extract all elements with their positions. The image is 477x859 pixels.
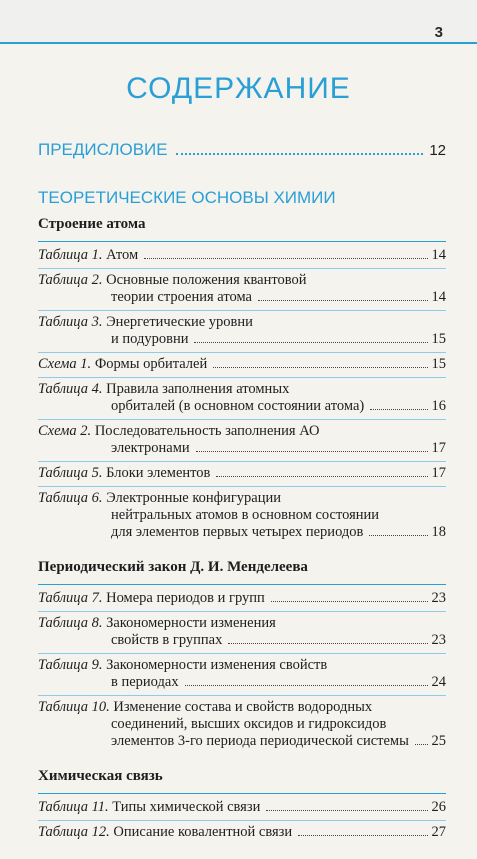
entry-text: Основные положения квантовой — [106, 272, 307, 288]
section-title: Периодический закон Д. И. Менделеева — [38, 559, 308, 575]
table-of-contents — [38, 140, 446, 859]
toc-section — [38, 216, 446, 545]
entry-kind: Таблица 10. — [38, 699, 110, 715]
entry-text: электронами — [111, 440, 190, 456]
entry-page: 14 — [431, 247, 446, 263]
entry-page: 25 — [431, 733, 446, 749]
entry-text: элементов 3-го периода периодической системы — [111, 733, 409, 749]
entry-kind: Таблица 8. — [38, 615, 103, 631]
entry-line — [38, 331, 446, 348]
entry-text: Описание ковалентной связи — [113, 824, 293, 840]
entry-line — [38, 590, 446, 607]
entry-text: Номера периодов и групп — [106, 590, 265, 606]
dot-leader — [144, 258, 427, 259]
entry-text: для элементов первых четырех периодов — [111, 524, 364, 540]
entry-text: теории строения атома — [111, 289, 252, 305]
entry-page: 26 — [431, 799, 446, 815]
entry-kind: Таблица 5. — [38, 465, 103, 481]
preface-page: 12 — [429, 142, 446, 159]
entry-line — [38, 824, 446, 841]
entry-text: нейтральных атомов в основном состоянии — [111, 507, 380, 523]
section-title: Строение атома — [38, 216, 146, 232]
dot-leader — [213, 367, 427, 368]
entry-kind: Схема 2. — [38, 423, 92, 439]
entry-kind: Таблица 4. — [38, 381, 103, 397]
toc-entry[interactable] — [38, 419, 446, 461]
toc-entry[interactable] — [38, 461, 446, 486]
entry-page: 14 — [431, 289, 446, 305]
entry-text: Электронные конфигурации — [106, 490, 281, 506]
entry-page: 23 — [431, 632, 446, 648]
entry-text: Закономерности изменения — [106, 615, 276, 631]
entry-line — [38, 799, 446, 816]
entry-text: Блоки элементов — [106, 465, 211, 481]
entry-text: и подуровни — [111, 331, 189, 347]
entry-line — [38, 716, 446, 733]
dot-leader — [271, 601, 428, 602]
toc-entry[interactable] — [38, 352, 446, 377]
section-rule — [38, 793, 446, 794]
entry-line — [38, 465, 446, 482]
entry-line — [38, 289, 446, 306]
toc-entry[interactable] — [38, 653, 446, 695]
entry-text: Энергетические уровни — [106, 314, 253, 330]
part-title: ТЕОРЕТИЧЕСКИЕ ОСНОВЫ ХИМИИ — [38, 188, 336, 207]
entry-line — [38, 356, 446, 373]
entry-kind: Таблица 3. — [38, 314, 103, 330]
entry-line — [38, 657, 446, 674]
entry-text: в периодах — [111, 674, 179, 690]
entry-kind: Таблица 12. — [38, 824, 110, 840]
section-rule — [38, 584, 446, 585]
entry-line — [38, 632, 446, 649]
entry-line — [38, 507, 446, 524]
toc-section — [38, 559, 446, 754]
preface-label: ПРЕДИСЛОВИЕ — [38, 140, 168, 159]
entry-line — [38, 674, 446, 691]
toc-entry[interactable] — [38, 268, 446, 310]
entry-line — [38, 733, 446, 750]
toc-entry[interactable] — [38, 695, 446, 754]
entry-kind: Таблица 2. — [38, 272, 103, 288]
toc-entry[interactable] — [38, 587, 446, 611]
entry-page: 16 — [431, 398, 446, 414]
entry-line — [38, 490, 446, 507]
entry-text: свойств в группах — [111, 632, 223, 648]
dot-leader — [196, 451, 428, 452]
entry-page: 15 — [431, 331, 446, 347]
entry-page: 15 — [431, 356, 446, 372]
toc-entry[interactable] — [38, 244, 446, 268]
page-title: СОДЕРЖАНИЕ — [126, 72, 351, 105]
entry-line — [38, 381, 446, 398]
dot-leader — [369, 535, 427, 536]
entry-line — [38, 272, 446, 289]
entry-text: Формы орбиталей — [94, 356, 208, 372]
toc-entry-preface[interactable] — [38, 140, 446, 160]
entry-page: 23 — [431, 590, 446, 606]
toc-entry[interactable] — [38, 310, 446, 352]
entry-text: орбиталей (в основном состоянии атома) — [111, 398, 365, 414]
section-rule — [38, 241, 446, 242]
dot-leader — [228, 643, 427, 644]
dot-leader — [266, 810, 427, 811]
header-rule — [0, 42, 477, 44]
entry-text: Закономерности изменения свойств — [106, 657, 328, 673]
dot-leader — [216, 476, 427, 477]
sections-list — [38, 216, 446, 845]
entry-line — [38, 423, 446, 440]
entry-line — [38, 699, 446, 716]
entry-page: 24 — [431, 674, 446, 690]
entry-kind: Таблица 6. — [38, 490, 103, 506]
entry-page: 17 — [431, 465, 446, 481]
toc-entry[interactable] — [38, 377, 446, 419]
dot-leader — [258, 300, 428, 301]
dot-leader — [194, 342, 427, 343]
dot-leader — [298, 835, 427, 836]
dot-leader — [415, 744, 428, 745]
entry-line — [38, 247, 446, 264]
entry-kind: Схема 1. — [38, 356, 92, 372]
dot-leader — [185, 685, 428, 686]
entry-line — [38, 440, 446, 457]
entry-text: соединений, высших оксидов и гидроксидов — [111, 716, 387, 732]
toc-entry[interactable] — [38, 611, 446, 653]
toc-entry[interactable] — [38, 820, 446, 845]
entry-text: Изменение состава и свойств водородных — [113, 699, 373, 715]
dot-leader — [370, 409, 427, 410]
entry-text: Последовательность заполнения АО — [94, 423, 320, 439]
entry-text: Типы химической связи — [112, 799, 261, 815]
entry-line — [38, 615, 446, 632]
entry-kind: Таблица 9. — [38, 657, 103, 673]
entry-page: 17 — [431, 440, 446, 456]
entry-page: 18 — [431, 524, 446, 540]
entry-kind: Таблица 1. — [38, 247, 103, 263]
entry-text: Правила заполнения атомных — [106, 381, 290, 397]
page-number: 3 — [434, 24, 443, 41]
entry-line — [38, 524, 446, 541]
toc-entry[interactable] — [38, 486, 446, 545]
header-band — [0, 0, 477, 42]
toc-section — [38, 768, 446, 845]
entry-text: Атом — [106, 247, 139, 263]
entry-page: 27 — [431, 824, 446, 840]
entry-kind: Таблица 11. — [38, 799, 109, 815]
dot-leader — [176, 153, 424, 155]
entry-line — [38, 398, 446, 415]
entry-kind: Таблица 7. — [38, 590, 103, 606]
entry-line — [38, 314, 446, 331]
section-title: Химическая связь — [38, 768, 163, 784]
